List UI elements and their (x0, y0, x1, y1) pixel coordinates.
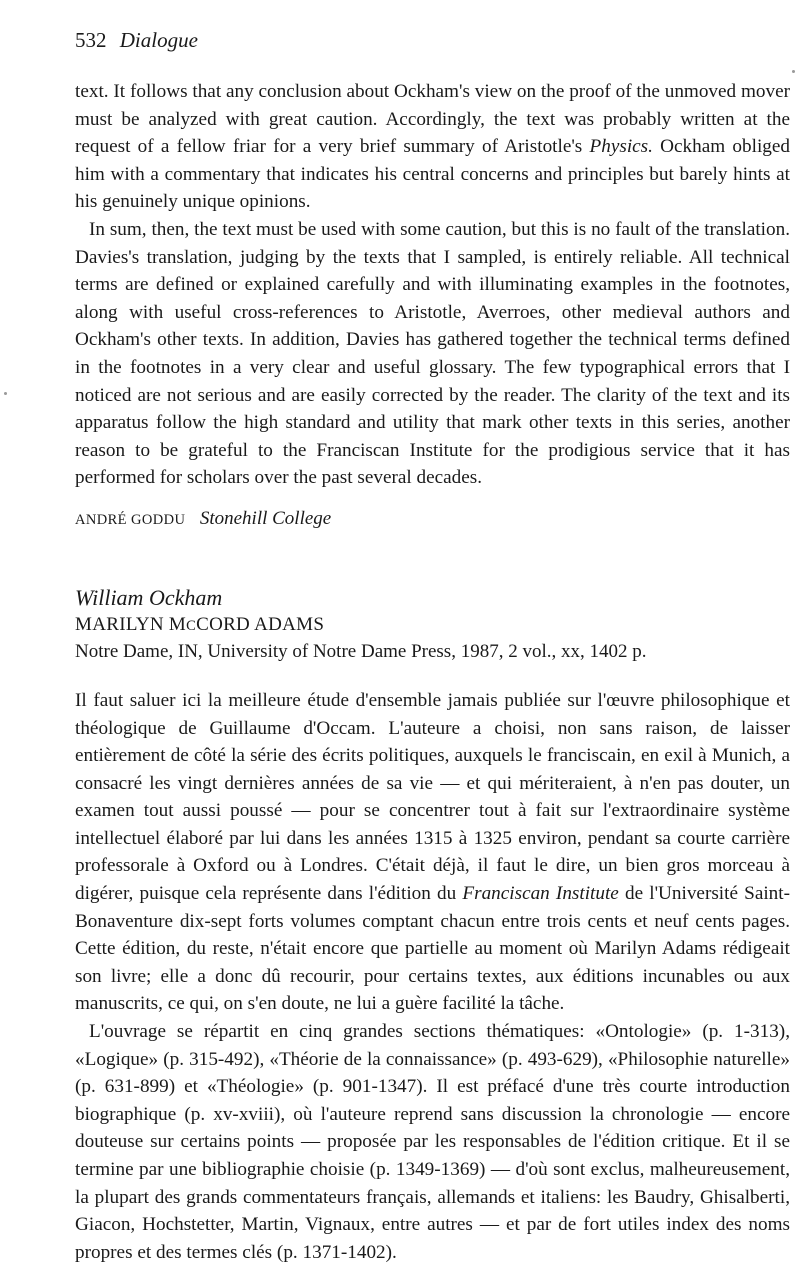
margin-speck (4, 392, 7, 395)
review1-p1-text-a: text. It follows that any conclusion about Ockham's view on the proof of the unmoved mover must be analyzed with great caution. Accordingly, the text was probably written at the request of a fellow friar for a very brief summary of Aristotle's (75, 81, 790, 158)
review2-header (75, 584, 790, 665)
book-author-part2: C (186, 617, 197, 634)
book-publication: Notre Dame, IN, University of Notre Dame Press, 1987, 2 vol., xx, 1402 p. (75, 640, 647, 662)
reviewer-name: ANDRÉ GODDU (75, 511, 186, 528)
page-number: 532 (75, 28, 107, 52)
margin-speck (792, 70, 795, 73)
running-head (75, 28, 790, 52)
review2-p1-text-a: Il faut saluer ici la meilleure étude d'ensemble jamais publiée sur l'œuvre philosophique et théologique de Guillaume d'Occam. L'auteure a choisi, non sans raison, de laisser entièrement de côté la série des écrits politiques, auxquels le franciscain, en exil à Munich, a consacré les vingt dernières années de sa vie — et qui mériteraient, à n'en pas douter, un examen tout aussi poussé — pour se concentrer tout à fait sur l'extraordinaire système intellectuel élaboré par lui dans les années 1315 à 1325 environ, pendant sa courte carrière professorale à Oxford ou à Londres. C'était déjà, il faut le dire, un bien gros morceau à digérer, puisque cela représente dans l'édition du (75, 689, 790, 905)
review2-paragraph-2: L'ouvrage se répartit en cinq grandes sections thématiques: «Ontologie» (p. 1-313), «Logique» (p. 315-492), «Théorie de la connaissance» (p. 493-629), «Philosophie naturelle» (p. 631-899) et «Théologie» (p. 901-1347). Il est préfacé d'une très courte introduction biographique (p. xv-xviii), où l'auteure reprend sans discussion la chronologie — encore douteuse sur certains points — proposée par les responsables de l'édition critique. Et il se termine par une bibliographie choisie (p. 1349-1369) — d'où sont exclus, malheureusement, la plupart des grands commentateurs français, allemands et italiens: les Baudry, Ghisalberti, Giacon, Hochstetter, Martin, Vignaux, entre autres — et par de fort utiles index des noms propres et des termes clés (p. 1371-1402). (75, 1021, 790, 1263)
review2-paragraph-1 (75, 687, 790, 1018)
book-title: William Ockham (75, 584, 223, 610)
review2-p1-italic: Franciscan Institute (462, 883, 619, 905)
review1-p1-italic: Physics. (589, 136, 653, 158)
review1-paragraph-2: In sum, then, the text must be used with some caution, but this is no fault of the translation. Davies's translation, judging by the texts that I sampled, is entirely reliable. All technical terms are defined or explained carefully and with illuminating examples in the footnotes, along with useful cross-references to Aristotle, Averroes, other medieval authors and Ockham's other texts. In addition, Davies has gathered together the technical terms defined in the footnotes in a very clear and useful glossary. The few typographical errors that I noticed are not serious and are easily corrected by the reader. The clarity of the text and its apparatus follow the high standard and utility that mark other texts in this series, another reason to be grateful to the Franciscan Institute for the prodigious service that it has performed for scholars over the past several decades. (75, 218, 790, 489)
review1-signature (75, 506, 790, 532)
book-author-part3: CORD ADAMS (196, 613, 325, 635)
review2-p1-text-b: de l'Université Saint-Bonaventure dix-sept forts volumes comptant chacun entre trois cents et neuf cents pages. Cette édition, du reste, n'était encore que partielle au moment où Marilyn Adams rédigeait son livre; elle a donc dû recourir, pour certains textes, aux éditions incunables ou aux manuscrits, ce qui, on s'en doute, ne lui a guère facilité la tâche. (75, 883, 790, 1015)
page (75, 28, 790, 1266)
journal-title: Dialogue (119, 28, 198, 52)
reviewer-institution: Stonehill College (199, 507, 332, 529)
review1-p1-text-b: Ockham obliged him with a commentary that indicates his central concerns and principles but barely hints at his genuinely unique opinions. (75, 136, 790, 213)
book-author (75, 612, 790, 639)
book-author-part1: MARILYN M (75, 613, 187, 635)
review1-paragraph-1 (75, 78, 790, 216)
